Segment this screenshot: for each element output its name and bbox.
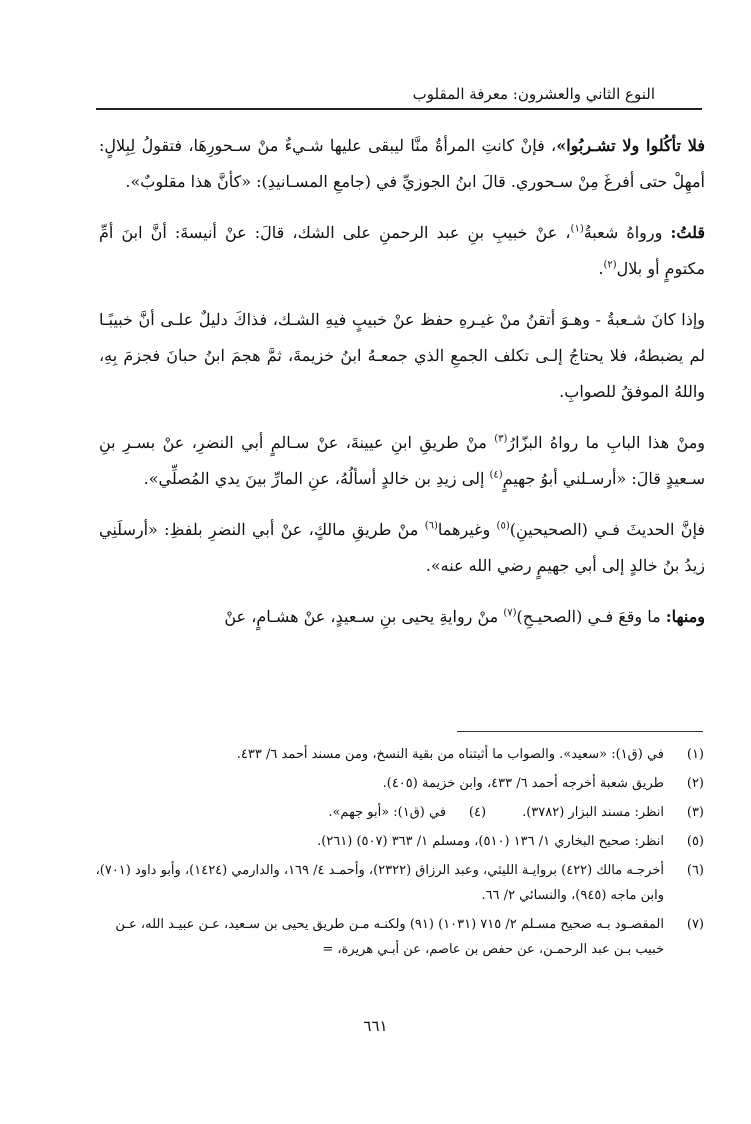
footnote-2 bbox=[92, 771, 704, 796]
running-header: النوع الثاني والعشرون: معرفة المقلوب bbox=[412, 85, 655, 103]
paragraph-text: . bbox=[598, 259, 604, 278]
paragraph-text: ، فإنْ كانتِ المرأةُ منَّا ليبقى عليها شـيءٌ منْ سـحورِهَا، فتقولُ لِبِلالٍ: أمهِلْ حتى أفرغَ مِنْ سـحوري. قالَ ابنُ الجوزيِّ في (جامعِ المسـانيدِ): «كأنَّ هذا مقلوبٌ». bbox=[99, 136, 705, 191]
footnote-text: في (ق١): «سعيد». والصواب ما أثبتناه من بقية النسخ، ومن مسند أحمد ٦/ ٤٣٣. bbox=[236, 747, 664, 762]
main-text bbox=[99, 128, 705, 635]
footnote-rule bbox=[457, 731, 703, 732]
footnote-ref-5[interactable]: (٥) bbox=[496, 520, 510, 532]
paragraph-text: وإذا كانَ شـعبةُ - وهـوَ أتقنُ منْ غيـرهِ حفظ عنْ خبيبٍ فيهِ الشـك، فذاكَ دليلٌ علـى أنَّ خبيبًـا لم يضبطهُ، فلا يحتاجُ إلـى تكلف الجمعِ الذي جمعـهُ ابنُ خزيمةَ، ثمَّ هجمَ ابنُ حبانَ فجزمَ بِهِ، واللهُ الموفقُ للصوابِ. bbox=[99, 310, 705, 401]
footnote-ref-6[interactable]: (٦) bbox=[424, 520, 438, 532]
paragraph-text: فإنَّ الحديثَ فـي (الصحيحينِ) bbox=[509, 520, 706, 539]
footnote-text: طريق شعبة أخرجه أحمد ٦/ ٤٣٣، وابن خزيمة (٤٠٥). bbox=[382, 776, 664, 791]
bold-lead: فلا تأكُلوا ولا تشـربُوا» bbox=[556, 136, 705, 155]
paragraph-1 bbox=[99, 128, 705, 200]
paragraph-text: ما وقعَ فـي (الصحيـحِ) bbox=[516, 607, 666, 626]
footnote-ref-4[interactable]: (٤) bbox=[489, 469, 503, 481]
footnote-ref-3[interactable]: (٣) bbox=[494, 433, 508, 445]
footnote-ref-2[interactable]: (٢) bbox=[603, 259, 617, 271]
bold-lead: قلتُ: bbox=[670, 223, 706, 242]
footnote-1 bbox=[92, 742, 704, 767]
footnote-ref-1[interactable]: (١) bbox=[570, 223, 584, 235]
footnote-6 bbox=[92, 858, 704, 908]
footnote-ref-7[interactable]: (٧) bbox=[503, 607, 517, 619]
header-rule bbox=[96, 108, 702, 110]
paragraph-6 bbox=[99, 599, 705, 635]
footnote-number: (٤) bbox=[468, 805, 487, 820]
paragraph-text: ورواهُ شعبةُ bbox=[583, 223, 671, 242]
footnote-number: (٣) bbox=[686, 805, 704, 820]
footnote-text: انظر: صحيح البخاري ١/ ١٣٦ (٥١٠)، ومسلم ١/ ٣٦٣ (٥٠٧) (٢٦١). bbox=[317, 834, 664, 849]
bold-lead: ومنها: bbox=[665, 607, 705, 626]
footnote-number: (٢) bbox=[686, 776, 704, 791]
footnote-4 bbox=[328, 800, 486, 825]
paragraph-text: ، عنْ خبيبِ بنِ عبد الرحمنِ على الشك، قالَ: عنْ أنيسةَ: أنَّ ابنَ أمِّ مكتومٍ أو بلال bbox=[99, 223, 705, 278]
footnote-5 bbox=[92, 829, 704, 854]
footnote-number: (١) bbox=[686, 747, 704, 762]
footnote-text: انظر: مسند البزار (٣٧٨٢). bbox=[522, 805, 664, 820]
paragraph-text: منْ طريقِ ابنِ عيينةَ، عنْ سـالمٍ أبي النضرِ، عنْ بسـرِ بنِ سـعيدٍ قالَ: «أرسـلني أبوُ جهيمٍ bbox=[99, 433, 705, 488]
paragraph-text: وغيرهما bbox=[437, 520, 497, 539]
page-number: ٦٦١ bbox=[363, 1017, 388, 1035]
footnote-text: المقصـود بـه صحيح مسـلم ٢/ ٧١٥ (١٠٣١) (٩١) ولكنـه مـن طريق يحيى بن سـعيد، عـن عبيـد الله، عـن خبيب بـن عبد الرحمـن، عن حفص بن عاصم، عن أبـي هريرة، = bbox=[115, 917, 664, 957]
footnote-text: في (ق١): «أبو جهم». bbox=[328, 805, 447, 820]
footnote-number: (٧) bbox=[686, 917, 704, 932]
footnote-7 bbox=[92, 912, 704, 962]
footnote-number: (٥) bbox=[686, 834, 704, 849]
paragraph-text: ومنْ هذا البابِ ما رواهُ البزّارُ bbox=[507, 433, 705, 452]
footnote-text: أخرجـه مالك (٤٢٢) بروايـة الليثي، وعبد الرزاق (٢٣٢٢)، وأحمـد ٤/ ١٦٩، والدارمي (١٤٢٤)، وأبو داود (٧٠١)، وابن ماجه (٩٤٥)، والنسائي ٢/ ٦٦. bbox=[95, 863, 664, 903]
paragraph-3 bbox=[99, 302, 705, 410]
paragraph-text: منْ طريقِ مالكٍ، عنْ أبي النضرِ بلفظِ: «أرسلَنِي زيدُ بنُ خالدٍ إلى أبي جهيمٍ رضي الله عنه». bbox=[99, 520, 705, 575]
footnotes bbox=[92, 742, 704, 966]
footnote-row-3-4 bbox=[92, 800, 704, 825]
paragraph-text: منْ روايةِ يحيى بنِ سـعيدٍ، عنْ هشـامٍ، عنْ bbox=[224, 607, 504, 626]
paragraph-5 bbox=[99, 512, 705, 584]
paragraph-text: إلى زيدِ بن خالدٍ أسألُهُ، عنِ المارِّ بينَ يدي المُصلِّي». bbox=[143, 469, 490, 488]
paragraph-2 bbox=[99, 215, 705, 287]
footnote-3 bbox=[522, 800, 704, 825]
paragraph-4 bbox=[99, 425, 705, 497]
footnote-number: (٦) bbox=[686, 863, 704, 878]
